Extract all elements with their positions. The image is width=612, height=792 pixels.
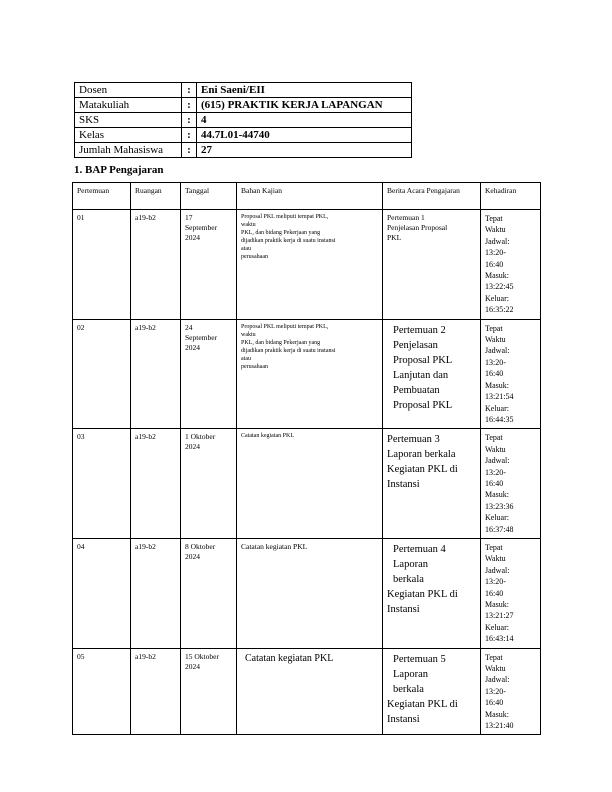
berita-line: Instansi bbox=[387, 713, 420, 725]
cell-ruangan: a19-b2 bbox=[131, 429, 181, 539]
berita-line: Laporan berkala bbox=[387, 449, 456, 461]
cell-bahan-kajian bbox=[237, 538, 383, 648]
kehadiran-line: Jadwal: bbox=[485, 565, 510, 575]
kehadiran-line: Keluar: bbox=[485, 293, 509, 303]
info-value: (615) PRAKTIK KERJA LAPANGAN bbox=[197, 98, 412, 113]
kehadiran-line: 16:37:48 bbox=[485, 524, 514, 534]
header-bahan-kajian: Bahan Kajian bbox=[237, 183, 383, 210]
kehadiran-line: 16:40 bbox=[485, 588, 504, 598]
bap-table bbox=[72, 182, 541, 735]
bahan-line: Proposal PKL meliputi tempat PKL, bbox=[241, 214, 329, 220]
cell-ruangan: a19-b2 bbox=[131, 210, 181, 320]
bahan-line: Proposal PKL meliputi tempat PKL, bbox=[241, 323, 329, 330]
kehadiran-line: 13:21:27 bbox=[485, 611, 514, 621]
bahan-line: waktu bbox=[241, 331, 256, 338]
berita-line: Pembuatan bbox=[393, 384, 440, 396]
tanggal-line: 24 bbox=[185, 322, 193, 332]
info-separator: : bbox=[182, 98, 197, 113]
kehadiran-line: 13:22:45 bbox=[485, 282, 514, 292]
cell-pertemuan: 02 bbox=[73, 319, 131, 429]
berita-line: Laporan bbox=[393, 668, 428, 680]
kehadiran-line: 16:35:22 bbox=[485, 305, 514, 315]
cell-kehadiran bbox=[481, 538, 541, 648]
kehadiran-line: Waktu bbox=[485, 335, 506, 345]
cell-ruangan: a19-b2 bbox=[131, 538, 181, 648]
berita-line: Kegiatan PKL di bbox=[387, 464, 458, 476]
info-label: Jumlah Mahasiswa bbox=[75, 143, 182, 158]
kehadiran-line: Masuk: bbox=[485, 380, 509, 390]
berita-line: Instansi bbox=[387, 603, 420, 615]
bahan-line: waktu bbox=[241, 222, 256, 228]
cell-berita-acara bbox=[383, 319, 481, 429]
kehadiran-line: Waktu bbox=[485, 664, 506, 674]
cell-pertemuan: 04 bbox=[73, 538, 131, 648]
kehadiran-line: Jadwal: bbox=[485, 346, 510, 356]
kehadiran-line: 16:43:14 bbox=[485, 634, 514, 644]
berita-line: Lanjutan dan bbox=[393, 369, 449, 381]
cell-tanggal bbox=[181, 648, 237, 735]
kehadiran-line: 13:20- bbox=[485, 357, 506, 367]
cell-berita-acara bbox=[383, 648, 481, 735]
header-tanggal: Tanggal bbox=[181, 183, 237, 210]
berita-line: Penjelasan Proposal bbox=[387, 223, 448, 232]
tanggal-line: 2024 bbox=[185, 442, 200, 452]
bahan-line: PKL, dan bidang Pekerjaan yang bbox=[241, 339, 321, 346]
info-label: Dosen bbox=[75, 83, 182, 98]
kehadiran-line: 13:20- bbox=[485, 577, 506, 587]
berita-line: Instansi bbox=[387, 479, 420, 491]
kehadiran-line: Tepat bbox=[485, 542, 503, 552]
table-row bbox=[73, 648, 541, 735]
tanggal-line: 17 bbox=[185, 213, 193, 222]
bahan-line: perusahaan bbox=[241, 254, 268, 260]
cell-kehadiran bbox=[481, 648, 541, 735]
berita-line: Pertemuan 3 bbox=[387, 434, 440, 446]
kehadiran-line: Tepat bbox=[485, 433, 503, 443]
info-value: 44.7L01-44740 bbox=[197, 128, 412, 143]
berita-line: Pertemuan 4 bbox=[393, 543, 446, 555]
kehadiran-line: Tepat bbox=[485, 214, 503, 223]
kehadiran-line: Tepat bbox=[485, 323, 503, 333]
bahan-line: dijadikan praktik kerja di suatu instansi bbox=[241, 347, 336, 354]
kehadiran-line: 16:40 bbox=[485, 369, 504, 379]
info-row bbox=[75, 113, 412, 128]
tanggal-line: 2024 bbox=[185, 233, 200, 242]
berita-line: berkala bbox=[393, 683, 424, 695]
header-pertemuan: Pertemuan bbox=[73, 183, 131, 210]
course-info-table bbox=[74, 82, 412, 158]
bahan-line: PKL, dan bidang Pekerjaan yang bbox=[241, 230, 321, 236]
kehadiran-line: 16:44:35 bbox=[485, 414, 514, 424]
cell-tanggal bbox=[181, 538, 237, 648]
berita-line: Kegiatan PKL di bbox=[387, 588, 458, 600]
berita-line: Pertemuan 1 bbox=[387, 213, 425, 222]
cell-ruangan: a19-b2 bbox=[131, 648, 181, 735]
berita-line: Kegiatan PKL di bbox=[387, 698, 458, 710]
info-label: SKS bbox=[75, 113, 182, 128]
kehadiran-line: 13:21:40 bbox=[485, 721, 514, 731]
info-value: 27 bbox=[197, 143, 412, 158]
cell-pertemuan: 05 bbox=[73, 648, 131, 735]
bahan-line: Catatan kegiatan PKL bbox=[245, 652, 334, 664]
kehadiran-line: 16:40 bbox=[485, 478, 504, 488]
cell-kehadiran bbox=[481, 429, 541, 539]
header-berita-acara: Berita Acara Pengajaran bbox=[383, 183, 481, 210]
kehadiran-line: Jadwal: bbox=[485, 675, 510, 685]
kehadiran-line: Masuk: bbox=[485, 709, 509, 719]
bahan-line: atau bbox=[241, 355, 251, 362]
table-header-row bbox=[73, 183, 541, 210]
berita-line: Penjelasan bbox=[393, 339, 438, 351]
berita-line: berkala bbox=[393, 573, 424, 585]
kehadiran-line: Waktu bbox=[485, 444, 506, 454]
berita-line: Laporan bbox=[393, 558, 428, 570]
tanggal-line: 2024 bbox=[185, 661, 200, 671]
table-row bbox=[73, 538, 541, 648]
kehadiran-line: 16:40 bbox=[485, 259, 504, 269]
kehadiran-line: 16:40 bbox=[485, 698, 504, 708]
kehadiran-line: 13:20- bbox=[485, 248, 506, 258]
tanggal-line: 2024 bbox=[185, 342, 200, 352]
table-row bbox=[73, 319, 541, 429]
tanggal-line: 15 Oktober bbox=[185, 651, 219, 661]
header-ruangan: Ruangan bbox=[131, 183, 181, 210]
cell-tanggal bbox=[181, 210, 237, 320]
kehadiran-line: Masuk: bbox=[485, 600, 509, 609]
kehadiran-line: Keluar: bbox=[485, 622, 509, 632]
info-separator: : bbox=[182, 128, 197, 143]
cell-pertemuan: 03 bbox=[73, 429, 131, 539]
tanggal-line: 2024 bbox=[185, 551, 200, 561]
kehadiran-line: 13:20- bbox=[485, 467, 506, 477]
bahan-line: perusahaan bbox=[241, 363, 268, 370]
cell-berita-acara bbox=[383, 210, 481, 320]
info-label: Kelas bbox=[75, 128, 182, 143]
info-value: 4 bbox=[197, 113, 412, 128]
info-value: Eni Saeni/EII bbox=[197, 83, 412, 98]
tanggal-line: 8 Oktober bbox=[185, 541, 216, 551]
berita-line: Pertemuan 5 bbox=[393, 653, 446, 665]
section-title: 1. BAP Pengajaran bbox=[74, 164, 164, 176]
cell-bahan-kajian bbox=[237, 319, 383, 429]
tanggal-line: September bbox=[185, 332, 218, 342]
cell-tanggal bbox=[181, 319, 237, 429]
kehadiran-line: Jadwal: bbox=[485, 456, 510, 466]
table-row bbox=[73, 210, 541, 320]
kehadiran-line: 13:20- bbox=[485, 686, 506, 696]
tanggal-line: September bbox=[185, 223, 218, 232]
header-kehadiran: Kehadiran bbox=[481, 183, 541, 210]
info-separator: : bbox=[182, 113, 197, 128]
kehadiran-line: 13:21:54 bbox=[485, 392, 514, 402]
table-row bbox=[73, 429, 541, 539]
kehadiran-line: Masuk: bbox=[485, 271, 509, 281]
bahan-line: dijadikan praktik kerja di suatu instansi bbox=[241, 238, 336, 244]
cell-bahan-kajian bbox=[237, 429, 383, 539]
info-separator: : bbox=[182, 143, 197, 158]
kehadiran-line: 13:23:36 bbox=[485, 501, 514, 511]
info-separator: : bbox=[182, 83, 197, 98]
berita-line: Proposal PKL bbox=[393, 354, 453, 366]
info-row bbox=[75, 143, 412, 158]
cell-pertemuan: 01 bbox=[73, 210, 131, 320]
kehadiran-line: Keluar: bbox=[485, 403, 509, 413]
kehadiran-line: Waktu bbox=[485, 554, 506, 564]
cell-bahan-kajian bbox=[237, 210, 383, 320]
kehadiran-line: Tepat bbox=[485, 652, 503, 662]
tanggal-line: 1 Oktober bbox=[185, 432, 216, 442]
kehadiran-line: Keluar: bbox=[485, 513, 509, 523]
cell-berita-acara bbox=[383, 429, 481, 539]
bahan-line: atau bbox=[241, 246, 251, 252]
cell-ruangan: a19-b2 bbox=[131, 319, 181, 429]
kehadiran-line: Jadwal: bbox=[485, 236, 510, 246]
berita-line: Proposal PKL bbox=[393, 399, 453, 411]
berita-line: Pertemuan 2 bbox=[393, 324, 446, 336]
berita-line: PKL bbox=[387, 233, 402, 242]
cell-kehadiran bbox=[481, 210, 541, 320]
kehadiran-line: Masuk: bbox=[485, 490, 509, 500]
bahan-line: Catatan kegiatan PKL bbox=[241, 433, 294, 440]
info-row bbox=[75, 83, 412, 98]
kehadiran-line: Waktu bbox=[485, 225, 506, 235]
info-row bbox=[75, 128, 412, 143]
cell-bahan-kajian bbox=[237, 648, 383, 735]
cell-tanggal bbox=[181, 429, 237, 539]
bahan-line: Catatan kegiatan PKL bbox=[241, 541, 308, 551]
info-row bbox=[75, 98, 412, 113]
cell-berita-acara bbox=[383, 538, 481, 648]
cell-kehadiran bbox=[481, 319, 541, 429]
info-label: Matakuliah bbox=[75, 98, 182, 113]
